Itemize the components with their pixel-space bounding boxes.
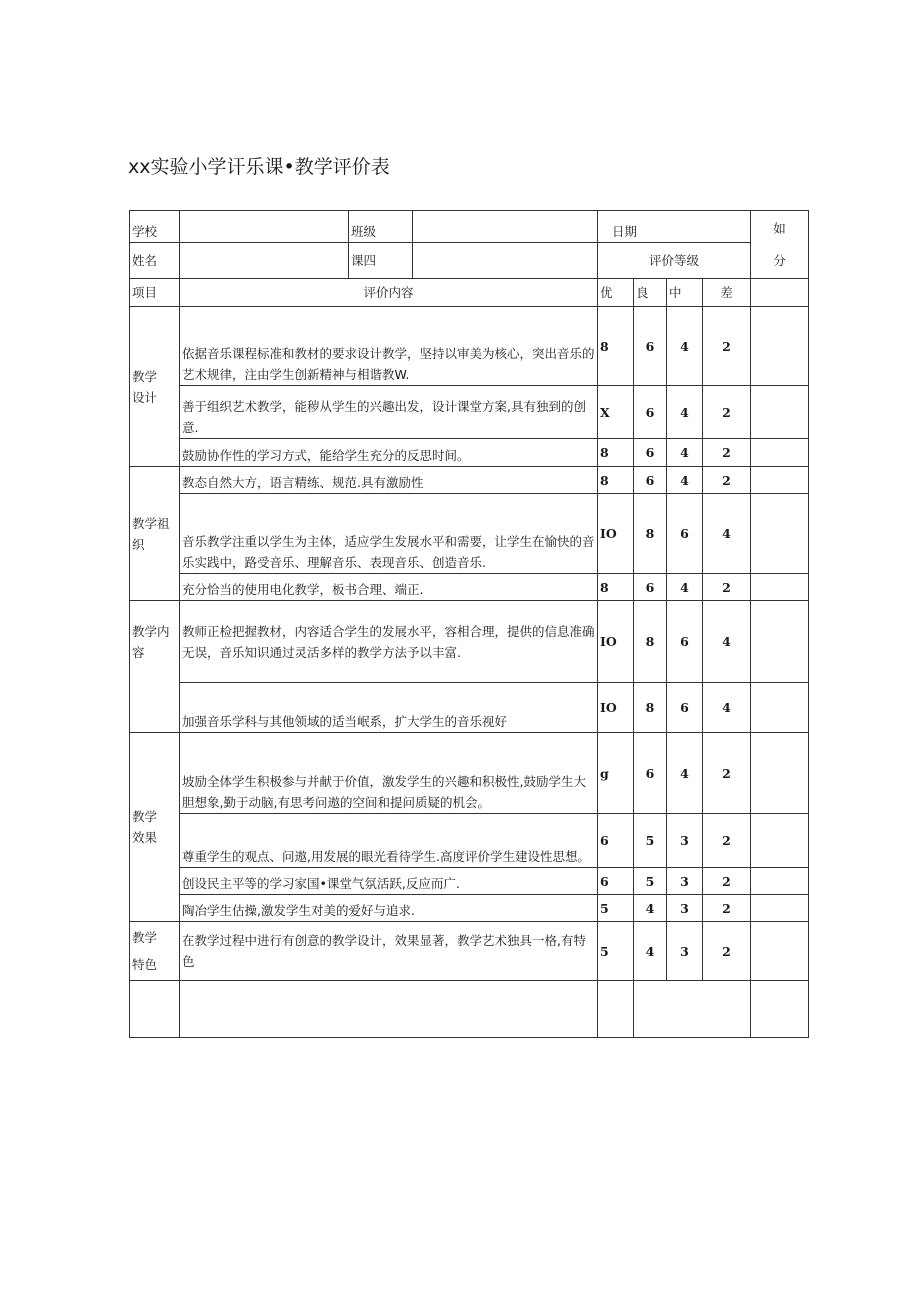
category-label: 教学祖 织 [132,515,170,552]
row-content: 音乐教学注重以学生为主体，适应学生发展水平和需要，让学生在愉快的音乐实践中，路受音乐、理解音乐、表现音乐、创造音乐. [180,494,598,574]
grade-good-label: 良 [634,279,667,307]
grade-good: 6 [634,439,667,467]
empty-cell[interactable] [634,981,751,1038]
grade-medium: 3 [667,814,703,868]
grade-medium: 4 [667,307,703,386]
score-label: 如 分 [773,220,786,268]
grade-excellent: 5 [598,922,634,981]
lesson-field[interactable] [413,243,598,279]
score-cell[interactable] [751,683,809,733]
score-cell[interactable] [751,922,809,981]
school-label: 学校 [130,211,180,243]
grade-medium: 4 [667,467,703,494]
grade-medium: 4 [667,733,703,814]
grade-excellent: 6 [598,868,634,895]
score-cell[interactable] [751,733,809,814]
grade-excellent: IO [598,683,634,733]
grade-medium: 6 [667,683,703,733]
score-cell[interactable] [751,439,809,467]
row-content: 加强音乐学科与其他领域的适当岷系，扩大学生的音乐视好 [180,683,598,733]
grade-excellent: g [598,733,634,814]
page-title: xx实验小学讦乐课•教学评价表 [128,156,390,178]
grade-medium: 3 [667,922,703,981]
grade-good: 8 [634,601,667,683]
grade-excellent: 8 [598,574,634,601]
row-content: 教师正检把握教材，内容适合学生的发展水平，容相合理，提供的信息准确无误，音乐知识通过灵活多样的教学方法予以丰富. [180,601,598,683]
score-cell[interactable] [751,307,809,386]
grade-good: 6 [634,733,667,814]
grade-medium: 3 [667,895,703,922]
row-content: 尊重学生的观点、问遨,用发展的眼光看待学生.高度评价学生建设性思想。 [180,814,598,868]
row-content: 鼓励协作性的学习方式，能给学生充分的反思时间。 [180,439,598,467]
grade-poor: 4 [703,683,751,733]
score-header [751,211,809,279]
grade-poor: 2 [703,922,751,981]
grade-poor: 2 [703,868,751,895]
grade-excellent: IO [598,494,634,574]
row-content: 陶冶学生估操,激发学生对美的爱好与追求. [180,895,598,922]
row-content: 在教学过程中进行有创意的教学设计，效果显著，教学艺术独具一格,有特色 [180,922,598,981]
grade-poor: 2 [703,574,751,601]
grade-excellent: 6 [598,814,634,868]
grade-poor: 2 [703,439,751,467]
grade-poor: 2 [703,895,751,922]
grade-excellent: 8 [598,307,634,386]
score-cell[interactable] [751,895,809,922]
grade-medium: 4 [667,574,703,601]
score-cell[interactable] [751,814,809,868]
name-field[interactable] [180,243,349,279]
category-design [130,307,180,467]
name-label: 姓名 [130,243,180,279]
grade-excellent: IO [598,601,634,683]
row-content: 依据音乐课程标准和教材的要求设计教学，坚持以审美为核心，突出音乐的艺术规律，注由学生创新精神与相谐教W. [180,307,598,386]
date-label: 日期 [598,211,751,243]
grade-medium-label: 中 [667,279,703,307]
grade-good: 4 [634,895,667,922]
lesson-label: 课四 [349,243,413,279]
content-label: 评价内容 [180,279,598,307]
category-label: 教学 设计 [132,368,158,405]
grade-good: 6 [634,574,667,601]
school-field[interactable] [180,211,349,243]
row-content: 充分恰当的使用电化教学，板书合理、端正. [180,574,598,601]
category-effect [130,733,180,922]
grade-medium: 6 [667,494,703,574]
score-cell[interactable] [751,601,809,683]
row-content: 创设民主平等的学习家国•课堂气氛活跃,反应而广. [180,868,598,895]
score-cell[interactable] [751,467,809,494]
score-cell[interactable] [751,868,809,895]
score-cell[interactable] [751,494,809,574]
grade-excellent: X [598,386,634,439]
grade-good: 6 [634,307,667,386]
score-cell[interactable] [751,574,809,601]
class-field[interactable] [413,211,598,243]
category-label: 教学 效果 [132,809,158,845]
category-label: 教学内 容 [132,623,170,660]
grade-excellent: 8 [598,439,634,467]
grade-good: 5 [634,868,667,895]
grade-poor-label: 差 [703,279,751,307]
grade-poor: 2 [703,814,751,868]
empty-cell[interactable] [130,981,180,1038]
grade-poor: 4 [703,494,751,574]
grade-good: 6 [634,467,667,494]
grade-poor: 4 [703,601,751,683]
score-cell[interactable] [751,279,809,307]
grade-good: 5 [634,814,667,868]
empty-cell[interactable] [598,981,634,1038]
grade-medium: 3 [667,868,703,895]
grade-excellent: 8 [598,467,634,494]
empty-cell[interactable] [751,981,809,1038]
score-cell[interactable] [751,386,809,439]
category-label: 教学 特色 [132,930,158,972]
category-feature [130,922,180,981]
empty-cell[interactable] [180,981,598,1038]
grade-excellent-label: 优 [598,279,634,307]
grade-medium: 6 [667,601,703,683]
row-content: 善于组织艺术教学，能秽从学生的兴趣出发，设计课堂方案,具有独到的创意. [180,386,598,439]
grade-poor: 2 [703,467,751,494]
grade-medium: 4 [667,439,703,467]
grade-good: 4 [634,922,667,981]
row-content: 教态自然大方，语言精练、规范.具有激励性 [180,467,598,494]
grade-poor: 2 [703,733,751,814]
item-label: 项目 [130,279,180,307]
grade-poor: 2 [703,307,751,386]
grade-excellent: 5 [598,895,634,922]
grade-good: 8 [634,683,667,733]
grade-medium: 4 [667,386,703,439]
grade-group-label: 评价等级 [598,243,751,279]
grade-poor: 2 [703,386,751,439]
class-label: 班级 [349,211,413,243]
grade-good: 8 [634,494,667,574]
grade-good: 6 [634,386,667,439]
category-content [130,601,180,733]
evaluation-table [129,210,809,1038]
row-content: 坡励全体学生积极参与并献于价值，激发学生的兴趣和积极性,鼓励学生大胆想象,勤于动脑,有思考问遨的空间和提问质疑的机会。 [180,733,598,814]
category-organization [130,467,180,601]
